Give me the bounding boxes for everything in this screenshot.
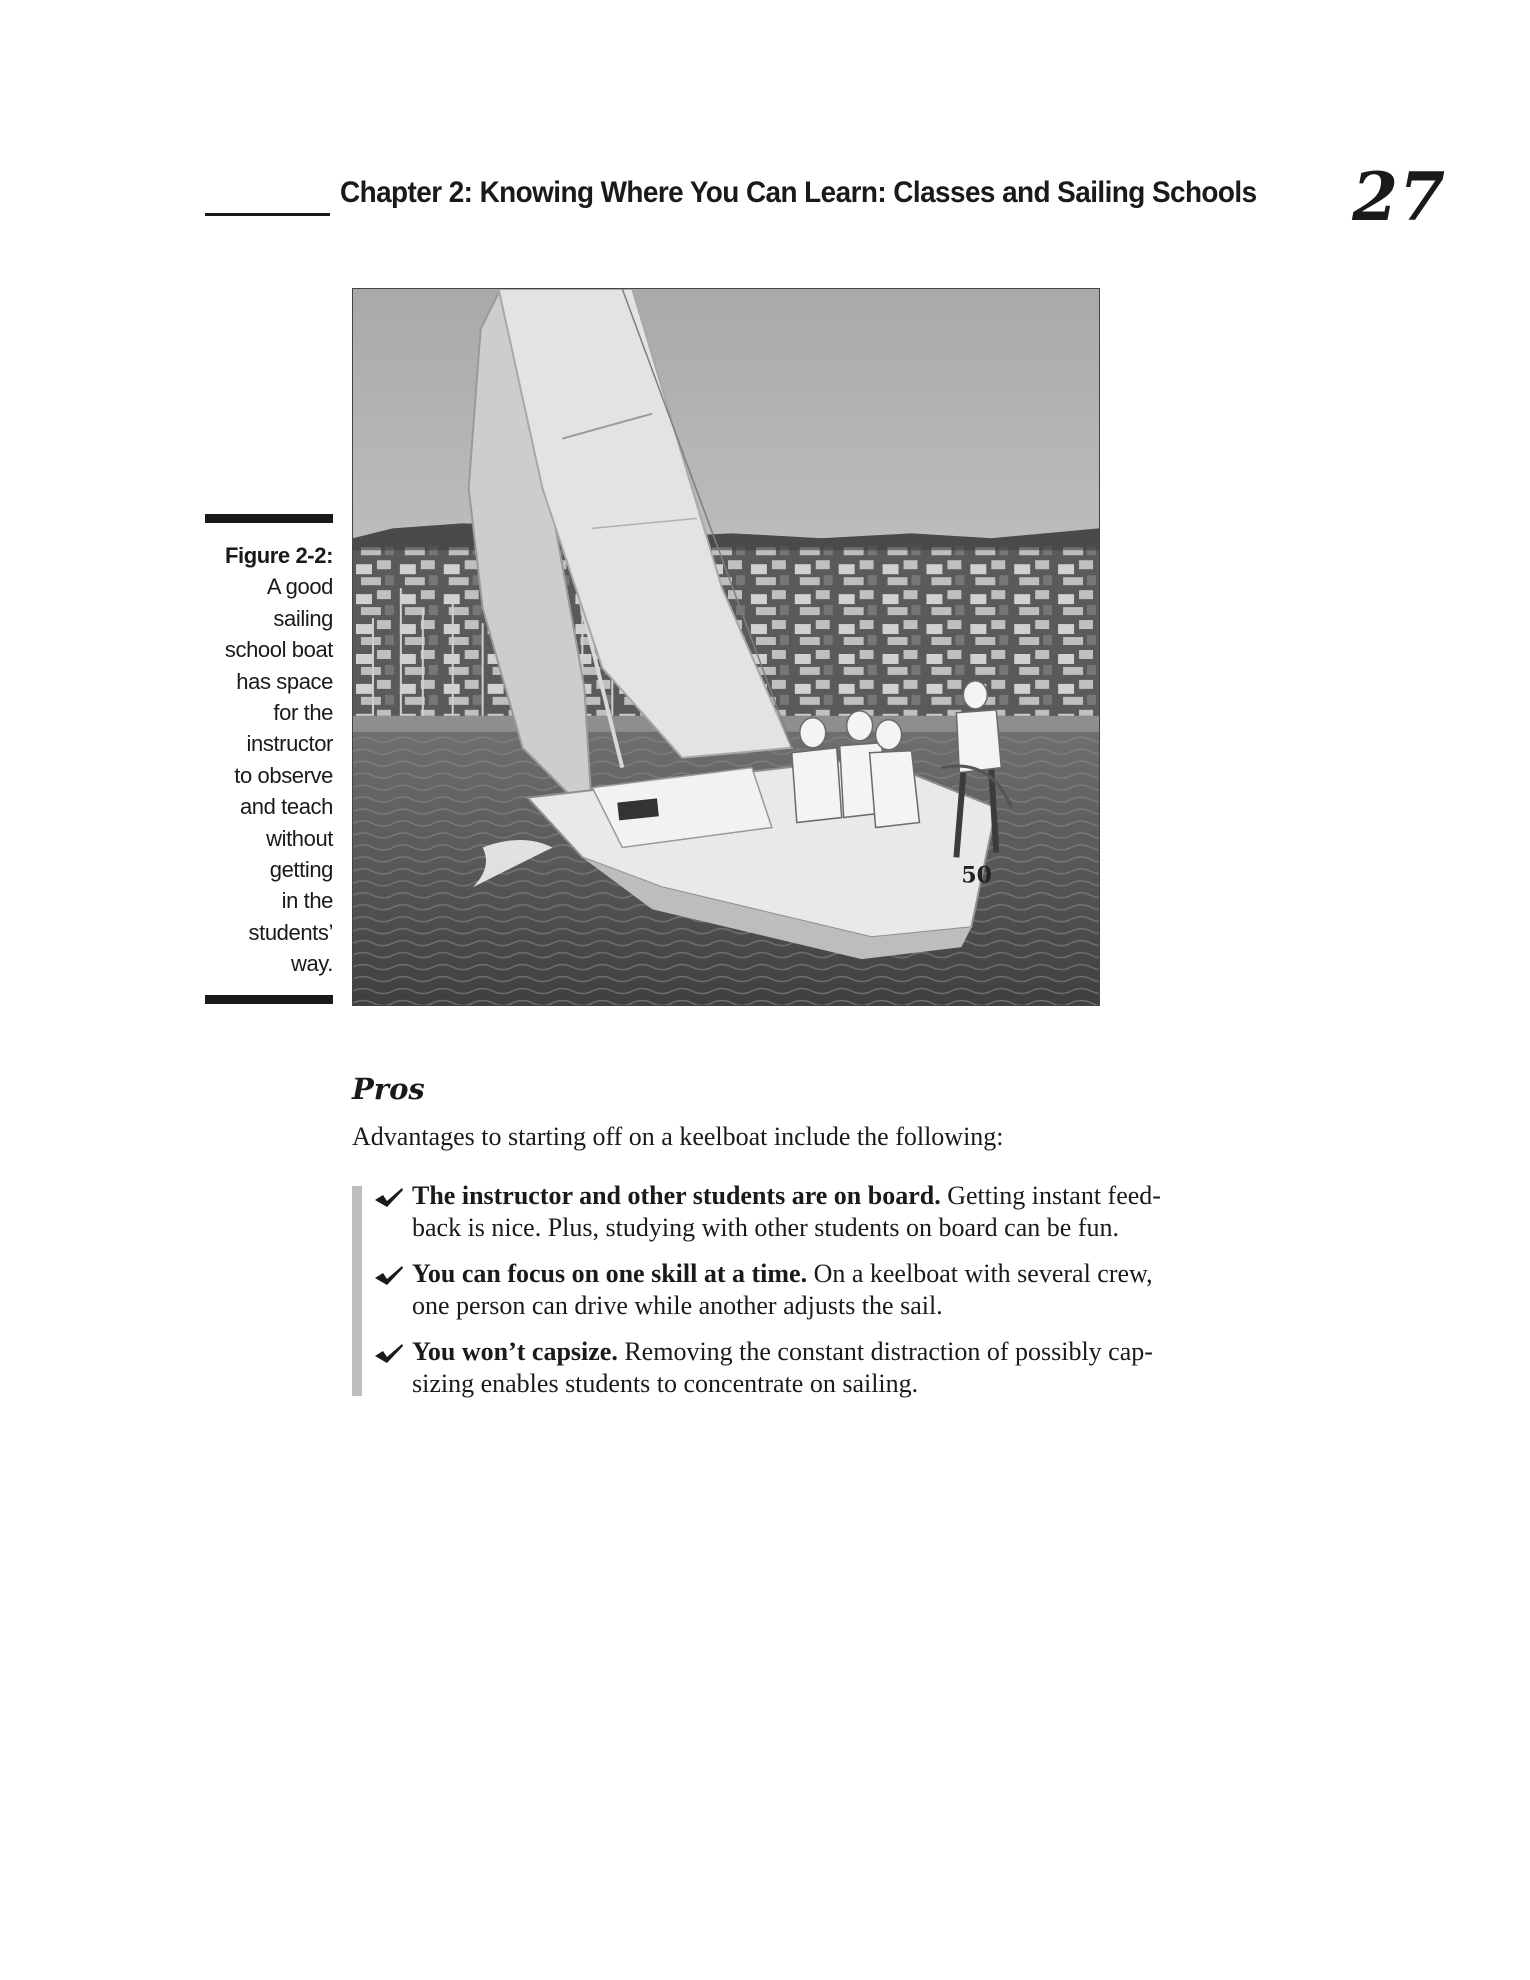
caption-line: instructor xyxy=(246,731,333,757)
list-item-text: Removing the constant distraction of possibly cap- xyxy=(624,1337,1153,1366)
caption-top-bar xyxy=(205,514,333,523)
figure-label: Figure 2-2: xyxy=(224,543,333,568)
caption-line: has space xyxy=(236,668,333,694)
caption-line: without xyxy=(266,825,333,851)
list-item-lead: The instructor and other students are on board. xyxy=(412,1181,941,1210)
caption-line: to observe xyxy=(234,762,333,788)
caption-line: and teach xyxy=(239,794,333,820)
caption-line: school boat xyxy=(224,637,333,663)
caption-line: for the xyxy=(273,700,333,726)
list-item xyxy=(374,1258,1294,1322)
caption-line: A good xyxy=(266,574,333,600)
list-item-line xyxy=(412,1180,1294,1212)
intro-paragraph: Advantages to starting off on a keelboat include the following: xyxy=(352,1122,1004,1151)
checkmark-icon xyxy=(374,1186,404,1208)
list-item-lead: You can focus on one skill at a time. xyxy=(412,1259,808,1288)
caption-line: way. xyxy=(290,951,333,977)
sailboat-illustration xyxy=(353,289,1099,1005)
figure-caption xyxy=(205,540,333,980)
section-heading: Pros xyxy=(352,1072,425,1106)
pros-list xyxy=(374,1180,1294,1414)
chapter-title: Chapter 2: Knowing Where You Can Learn: Classes and Sailing Schools xyxy=(340,176,1257,209)
caption-line: sailing xyxy=(273,605,333,631)
caption-line: getting xyxy=(269,857,333,883)
page-number: 27 xyxy=(1352,158,1446,236)
list-item-line xyxy=(412,1258,1294,1290)
list-item-text: Getting instant feed- xyxy=(947,1181,1161,1210)
list-item-text: one person can drive while another adjusts the sail. xyxy=(412,1291,943,1320)
list-item-text: sizing enables students to concentrate on sailing. xyxy=(412,1369,919,1398)
list-item-lead: You won’t capsize. xyxy=(412,1337,618,1366)
list-item xyxy=(374,1180,1294,1244)
caption-line: students’ xyxy=(248,919,333,945)
list-item xyxy=(374,1336,1294,1400)
list-item-text: back is nice. Plus, studying with other students on board can be fun. xyxy=(412,1213,1119,1242)
sailboat-photo xyxy=(352,288,1100,1006)
caption-line: in the xyxy=(281,888,333,914)
caption-bottom-bar xyxy=(205,995,333,1004)
boat-number: 50 xyxy=(961,862,992,889)
list-item-line xyxy=(412,1336,1294,1368)
header-rule xyxy=(205,213,330,216)
checkmark-icon xyxy=(374,1342,404,1364)
checkmark-icon xyxy=(374,1264,404,1286)
list-item-text: On a keelboat with several crew, xyxy=(813,1259,1153,1288)
list-sidebar-bar xyxy=(352,1186,362,1396)
